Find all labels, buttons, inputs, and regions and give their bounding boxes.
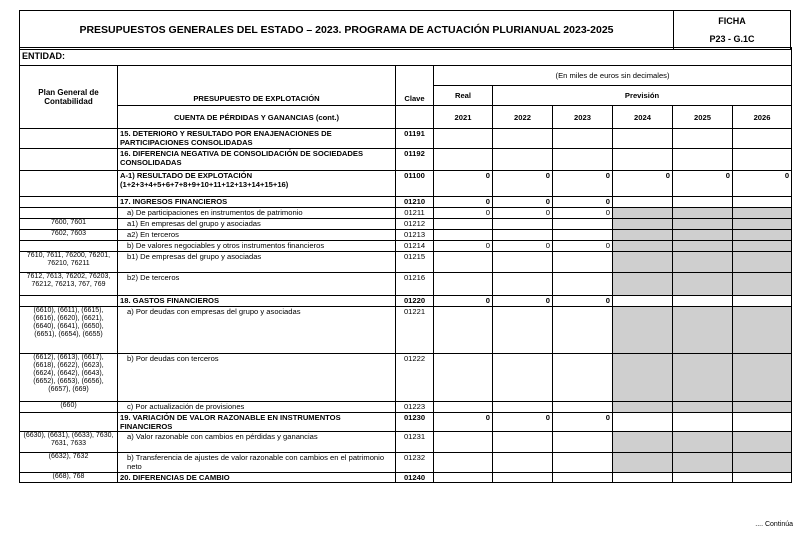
- pgc-code: 7600, 7601: [20, 219, 118, 230]
- value-cell: [493, 432, 553, 453]
- col-plan: Plan General de Contabilidad: [20, 66, 118, 129]
- value-cell: [553, 230, 613, 241]
- table-row: [20, 241, 792, 252]
- value-cell: 0: [434, 241, 493, 252]
- value-cell: [733, 413, 792, 432]
- value-cell: [493, 473, 553, 483]
- row-clave: 01220: [396, 296, 434, 307]
- value-cell: [553, 473, 613, 483]
- row-clave: 01221: [396, 307, 434, 354]
- value-cell: 0: [553, 241, 613, 252]
- row-description: a2) En terceros: [118, 230, 396, 241]
- value-cell: [613, 402, 673, 413]
- row-description: b2) De terceros: [118, 273, 396, 296]
- year-2025: 2025: [673, 106, 733, 129]
- year-2022: 2022: [493, 106, 553, 129]
- row-clave: 01210: [396, 197, 434, 208]
- value-cell: [613, 208, 673, 219]
- row-clave: 01215: [396, 252, 434, 273]
- year-2023: 2023: [553, 106, 613, 129]
- row-description: 20. DIFERENCIAS DE CAMBIO: [118, 473, 396, 483]
- value-cell: [673, 453, 733, 473]
- value-cell: [553, 219, 613, 230]
- value-cell: [553, 129, 613, 149]
- value-cell: 0: [493, 208, 553, 219]
- year-2024: 2024: [613, 106, 673, 129]
- row-clave: 01214: [396, 241, 434, 252]
- row-clave: 01230: [396, 413, 434, 432]
- value-cell: [733, 230, 792, 241]
- value-cell: [434, 149, 493, 171]
- row-clave: 01232: [396, 453, 434, 473]
- pgc-code: [20, 129, 118, 149]
- col-prevision: Previsión: [493, 86, 792, 106]
- table-body: [20, 129, 792, 483]
- value-cell: [493, 307, 553, 354]
- value-cell: [434, 453, 493, 473]
- row-description: a) Por deudas con empresas del grupo y asociadas: [118, 307, 396, 354]
- value-cell: 0: [493, 241, 553, 252]
- value-cell: 0: [493, 197, 553, 208]
- value-cell: [673, 197, 733, 208]
- value-cell: [733, 197, 792, 208]
- value-cell: [434, 129, 493, 149]
- col-cuenta: CUENTA DE PÉRDIDAS Y GANANCIAS (cont.): [118, 106, 396, 129]
- row-description: 16. DIFERENCIA NEGATIVA DE CONSOLIDACIÓN DE SOCIEDADES CONSOLIDADAS: [118, 149, 396, 171]
- table-row: [20, 473, 792, 483]
- value-cell: [613, 432, 673, 453]
- value-cell: [613, 354, 673, 402]
- value-cell: 0: [434, 197, 493, 208]
- year-2021: 2021: [434, 106, 493, 129]
- value-cell: [733, 208, 792, 219]
- table-row: [20, 453, 792, 473]
- value-cell: [553, 307, 613, 354]
- value-cell: [434, 230, 493, 241]
- value-cell: [673, 402, 733, 413]
- col-clave: Clave: [396, 66, 434, 106]
- value-cell: 0: [493, 296, 553, 307]
- value-cell: 0: [553, 296, 613, 307]
- value-cell: 0: [434, 208, 493, 219]
- value-cell: [673, 230, 733, 241]
- value-cell: [733, 307, 792, 354]
- row-description: A-1) RESULTADO DE EXPLOTACIÓN (1+2+3+4+5+6+7+8+9+10+11+12+13+14+15+16): [118, 171, 396, 197]
- units-note: (En miles de euros sin decimales): [434, 66, 792, 86]
- value-cell: [553, 453, 613, 473]
- value-cell: [673, 296, 733, 307]
- value-cell: [673, 413, 733, 432]
- row-clave: 01100: [396, 171, 434, 197]
- pgc-code: (6630), (6631), (6633), 7630, 7631, 7633: [20, 432, 118, 453]
- value-cell: [733, 473, 792, 483]
- pgc-code: 7610, 7611, 76200, 76201, 76210, 76211: [20, 252, 118, 273]
- value-cell: 0: [553, 208, 613, 219]
- value-cell: [673, 149, 733, 171]
- value-cell: [493, 402, 553, 413]
- table-row: [20, 413, 792, 432]
- value-cell: [553, 432, 613, 453]
- continua-note: .... Continúa: [755, 521, 793, 528]
- pgc-code: [20, 149, 118, 171]
- value-cell: [733, 296, 792, 307]
- row-description: c) Por actualización de provisiones: [118, 402, 396, 413]
- row-clave: 01211: [396, 208, 434, 219]
- row-clave: 01213: [396, 230, 434, 241]
- value-cell: [673, 241, 733, 252]
- table-row: [20, 230, 792, 241]
- table-row: [20, 432, 792, 453]
- value-cell: [673, 252, 733, 273]
- value-cell: 0: [434, 171, 493, 197]
- value-cell: [493, 129, 553, 149]
- value-cell: [673, 307, 733, 354]
- col-presupuesto: PRESUPUESTO DE EXPLOTACIÓN: [118, 66, 396, 106]
- value-cell: [673, 432, 733, 453]
- value-cell: [613, 230, 673, 241]
- col-real: Real: [434, 86, 493, 106]
- value-cell: [673, 354, 733, 402]
- row-clave: 01231: [396, 432, 434, 453]
- value-cell: [553, 402, 613, 413]
- row-description: b) Transferencia de ajustes de valor razonable con cambios en el patrimonio neto: [118, 453, 396, 473]
- value-cell: [493, 252, 553, 273]
- value-cell: [733, 129, 792, 149]
- value-cell: [673, 129, 733, 149]
- value-cell: [733, 149, 792, 171]
- clave-blank: [396, 106, 434, 129]
- value-cell: 0: [493, 413, 553, 432]
- row-description: a) Valor razonable con cambios en pérdidas y ganancias: [118, 432, 396, 453]
- value-cell: 0: [673, 171, 733, 197]
- pgc-code: [20, 208, 118, 219]
- value-cell: [613, 413, 673, 432]
- value-cell: [553, 354, 613, 402]
- row-description: a1) En empresas del grupo y asociadas: [118, 219, 396, 230]
- value-cell: 0: [493, 171, 553, 197]
- value-cell: [434, 473, 493, 483]
- row-description: b1) De empresas del grupo y asociadas: [118, 252, 396, 273]
- table-row: [20, 219, 792, 230]
- value-cell: [493, 230, 553, 241]
- value-cell: [613, 252, 673, 273]
- pgc-code: [20, 197, 118, 208]
- value-cell: [613, 473, 673, 483]
- value-cell: [553, 149, 613, 171]
- value-cell: [613, 296, 673, 307]
- ficha-box: [674, 11, 791, 50]
- value-cell: 0: [553, 171, 613, 197]
- value-cell: 0: [553, 413, 613, 432]
- value-cell: [493, 354, 553, 402]
- row-description: 19. VARIACIÓN DE VALOR RAZONABLE EN INSTRUMENTOS FINANCIEROS: [118, 413, 396, 432]
- row-description: a) De participaciones en instrumentos de patrimonio: [118, 208, 396, 219]
- table-row: [20, 273, 792, 296]
- form-title: PRESUPUESTOS GENERALES DEL ESTADO – 2023. PROGRAMA DE ACTUACIÓN PLURIANUAL 2023-2025: [20, 11, 674, 50]
- value-cell: [733, 432, 792, 453]
- value-cell: [733, 354, 792, 402]
- pgc-code: (6612), (6613), (6617), (6618), (6622), (6623), (6624), (6642), (6643), (6652), (6653), (6656), (6657), (669): [20, 354, 118, 402]
- value-cell: 0: [434, 413, 493, 432]
- value-cell: [613, 241, 673, 252]
- value-cell: [673, 208, 733, 219]
- value-cell: [613, 219, 673, 230]
- table-row: [20, 354, 792, 402]
- row-clave: 01223: [396, 402, 434, 413]
- row-description: 18. GASTOS FINANCIEROS: [118, 296, 396, 307]
- table-row: [20, 296, 792, 307]
- row-clave: 01192: [396, 149, 434, 171]
- value-cell: [613, 307, 673, 354]
- pgc-code: (6632), 7632: [20, 453, 118, 473]
- value-cell: [613, 273, 673, 296]
- value-cell: [493, 273, 553, 296]
- pgc-code: [20, 241, 118, 252]
- value-cell: 0: [613, 171, 673, 197]
- year-2026: 2026: [733, 106, 792, 129]
- value-cell: [733, 273, 792, 296]
- row-clave: 01212: [396, 219, 434, 230]
- value-cell: [613, 453, 673, 473]
- value-cell: [493, 453, 553, 473]
- value-cell: [434, 307, 493, 354]
- value-cell: 0: [434, 296, 493, 307]
- table-row: [20, 307, 792, 354]
- pgc-code: [20, 171, 118, 197]
- table-row: [20, 171, 792, 197]
- table-row: [20, 252, 792, 273]
- table-row: [20, 149, 792, 171]
- row-clave: 01222: [396, 354, 434, 402]
- value-cell: [733, 453, 792, 473]
- row-description: 17. INGRESOS FINANCIEROS: [118, 197, 396, 208]
- value-cell: 0: [553, 197, 613, 208]
- table-row: [20, 197, 792, 208]
- row-description: b) Por deudas con terceros: [118, 354, 396, 402]
- pyg-table: [19, 47, 792, 483]
- value-cell: [733, 402, 792, 413]
- value-cell: [434, 432, 493, 453]
- value-cell: [434, 219, 493, 230]
- value-cell: 0: [733, 171, 792, 197]
- entidad-label: ENTIDAD:: [20, 48, 792, 66]
- value-cell: [673, 273, 733, 296]
- table-row: [20, 208, 792, 219]
- value-cell: [434, 252, 493, 273]
- value-cell: [613, 197, 673, 208]
- table-row: [20, 402, 792, 413]
- value-cell: [434, 402, 493, 413]
- value-cell: [434, 354, 493, 402]
- value-cell: [733, 219, 792, 230]
- year-header-row: [20, 106, 792, 129]
- pgc-code: [20, 296, 118, 307]
- pgc-code: 7602, 7603: [20, 230, 118, 241]
- row-clave: 01191: [396, 129, 434, 149]
- value-cell: [493, 219, 553, 230]
- pgc-code: 7612, 7613, 76202, 76203, 76212, 76213, 767, 769: [20, 273, 118, 296]
- value-cell: [613, 129, 673, 149]
- table-row: [20, 129, 792, 149]
- row-description: 15. DETERIORO Y RESULTADO POR ENAJENACIONES DE PARTICIPACIONES CONSOLIDADAS: [118, 129, 396, 149]
- pgc-code: (6610), (6611), (6615), (6616), (6620), (6621), (6640), (6641), (6650), (6651), (6654), (6655): [20, 307, 118, 354]
- value-cell: [613, 149, 673, 171]
- ficha-code: P23 - G.1C: [709, 34, 755, 44]
- value-cell: [493, 149, 553, 171]
- value-cell: [434, 273, 493, 296]
- value-cell: [553, 273, 613, 296]
- pgc-code: (668), 768: [20, 473, 118, 483]
- row-clave: 01216: [396, 273, 434, 296]
- value-cell: [733, 252, 792, 273]
- ficha-label: FICHA: [718, 16, 746, 26]
- value-cell: [673, 219, 733, 230]
- form-header: [19, 10, 791, 50]
- value-cell: [553, 252, 613, 273]
- row-clave: 01240: [396, 473, 434, 483]
- value-cell: [673, 473, 733, 483]
- row-description: b) De valores negociables y otros instrumentos financieros: [118, 241, 396, 252]
- pgc-code: (660): [20, 402, 118, 413]
- value-cell: [733, 241, 792, 252]
- pgc-code: [20, 413, 118, 432]
